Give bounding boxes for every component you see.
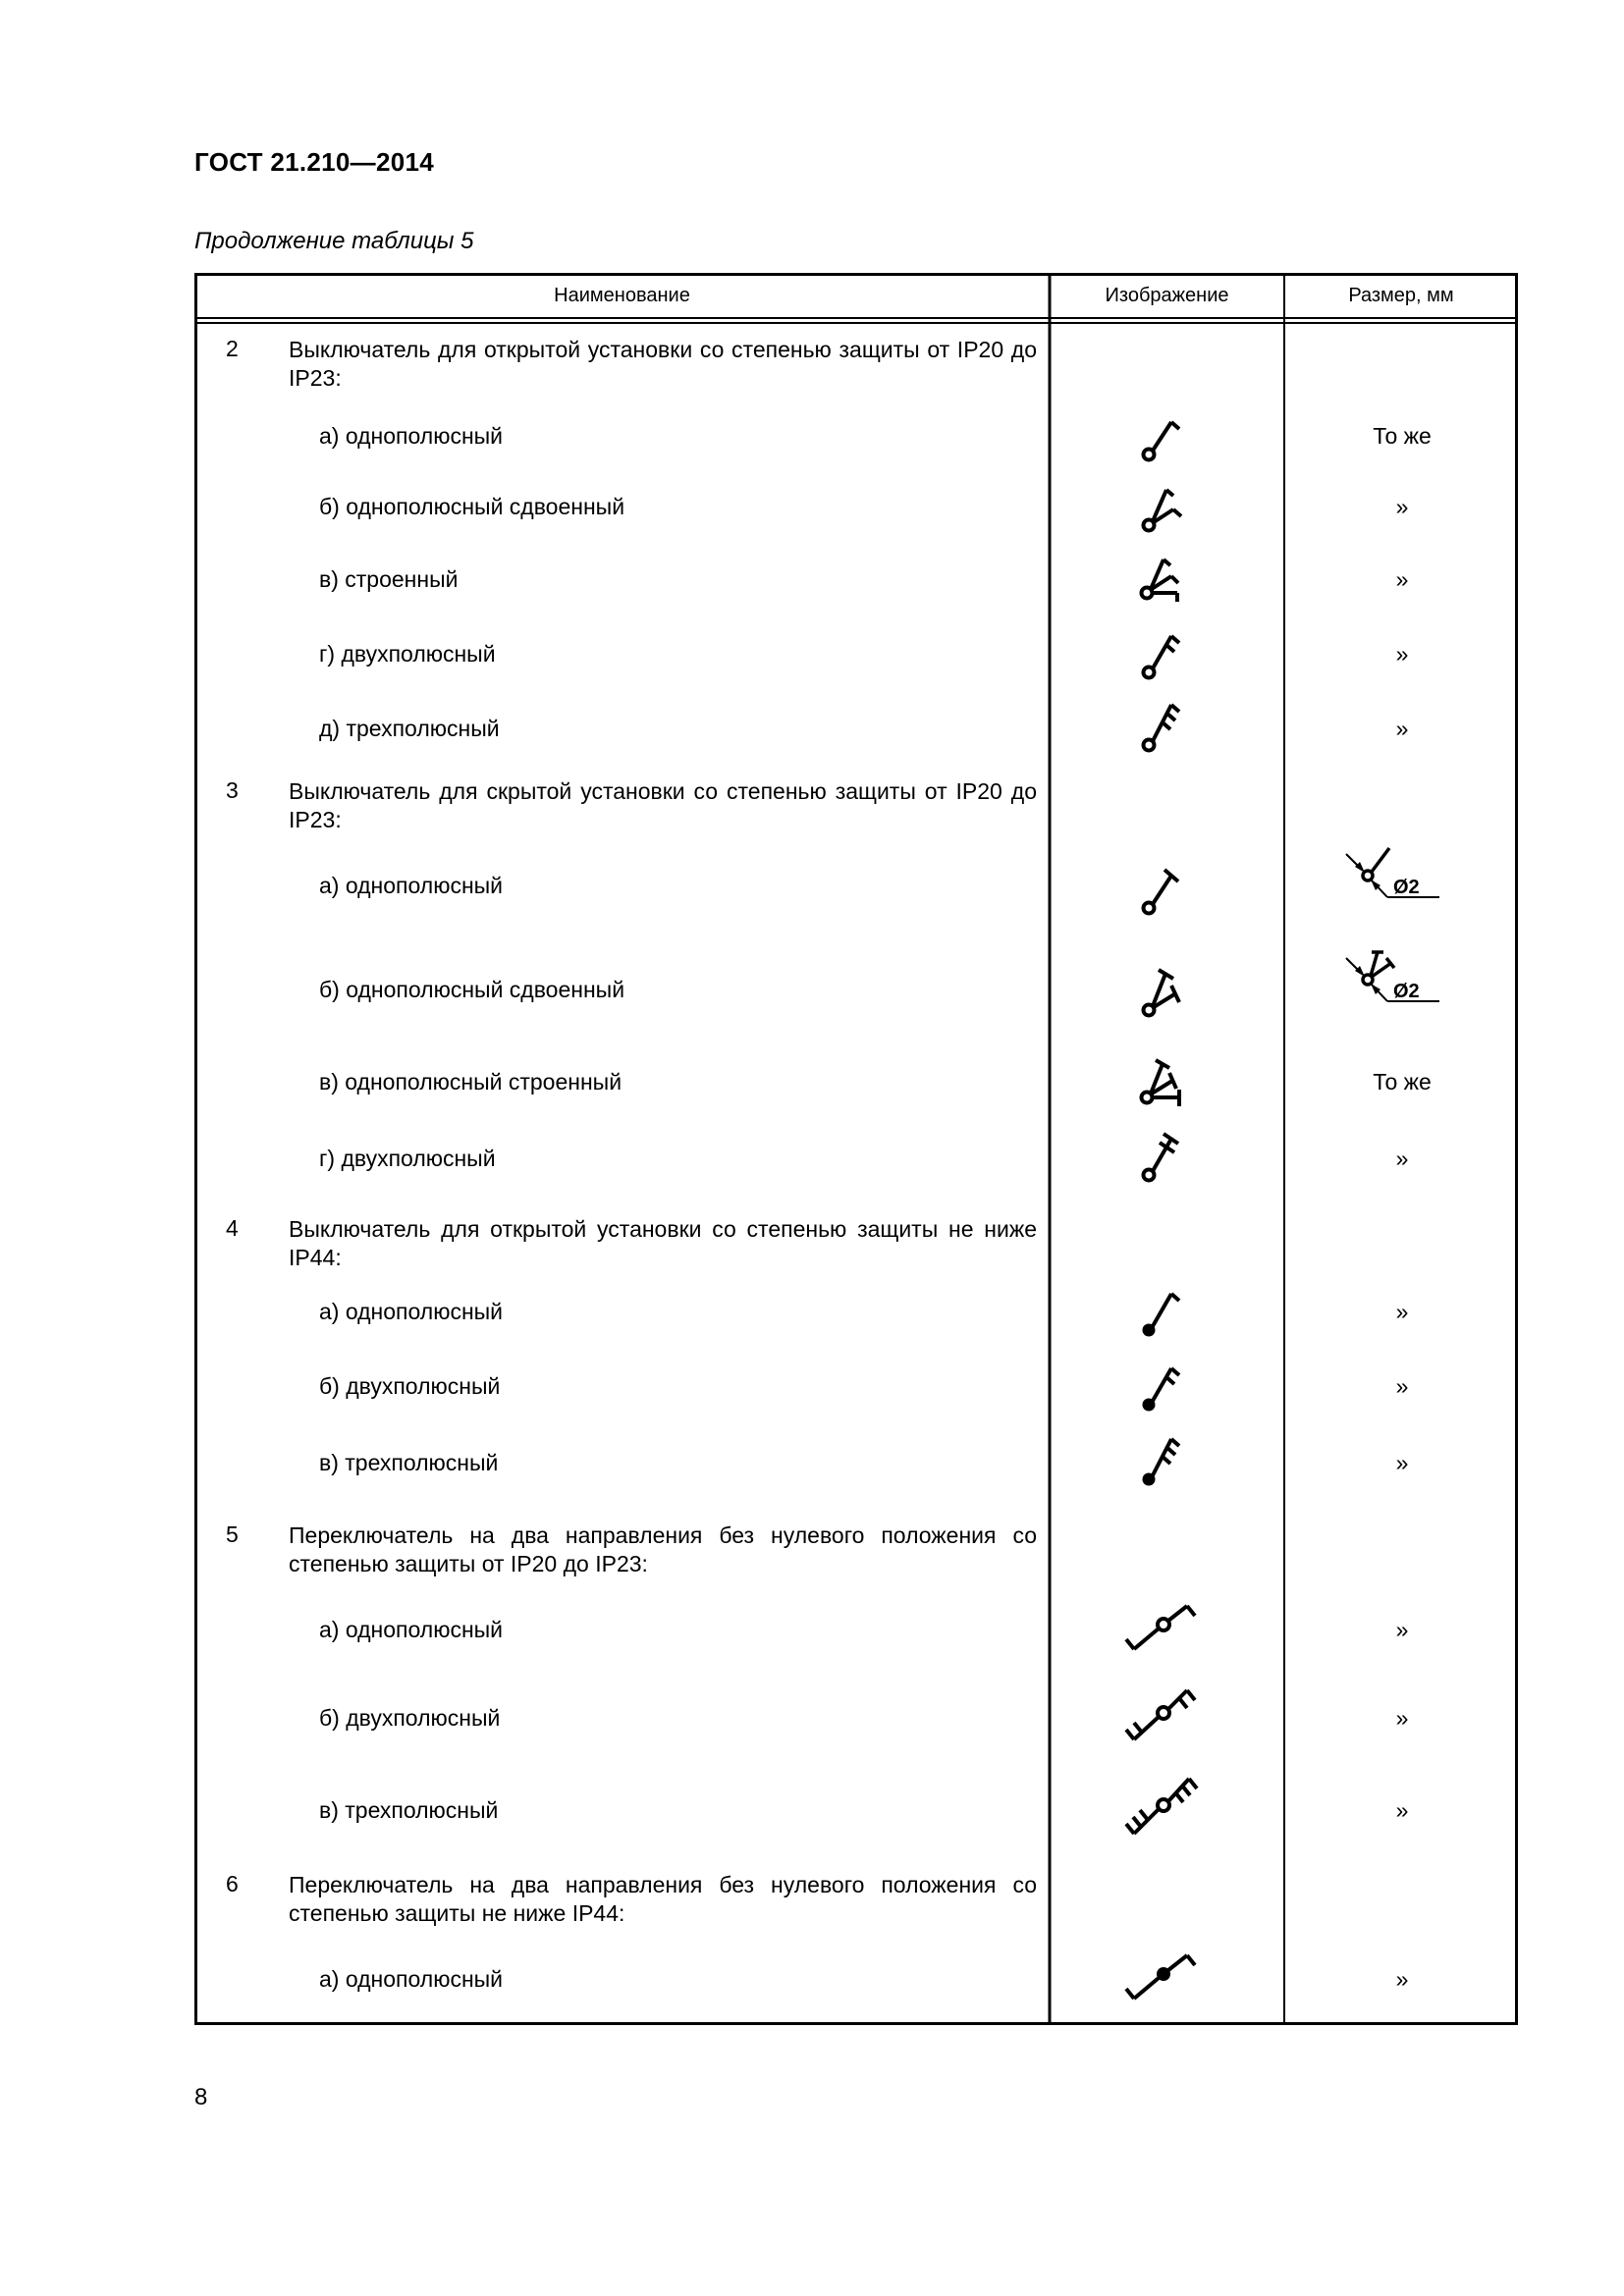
- list-item-label: б) двухполюсный: [319, 1373, 501, 1399]
- list-item-label: а) однополюсный: [319, 423, 504, 449]
- row-title: Выключатель для скрытой установки со степенью защиты от IP20 до IP23:: [289, 778, 1037, 832]
- list-item-label: а) однополюсный: [319, 1966, 504, 1992]
- list-item-label: в) однополюсный строенный: [319, 1069, 623, 1095]
- row-number: 6: [226, 1871, 239, 1896]
- size-value: »: [1395, 1450, 1409, 1475]
- list-item-label: д) трехполюсный: [319, 716, 500, 741]
- open-switch-triple-icon: [1112, 546, 1211, 605]
- list-item-label: б) двухполюсный: [319, 1705, 501, 1731]
- size-value: »: [1395, 641, 1409, 667]
- row-title: Выключатель для открытой установки со степенью защиты не ниже IP44:: [289, 1216, 1037, 1270]
- list-item-label: б) однополюсный сдвоенный: [319, 494, 625, 519]
- open-switch-three-pole-icon: [1112, 695, 1211, 754]
- size-value: »: [1395, 1299, 1409, 1324]
- list-item-label: б) однополюсный сдвоенный: [319, 977, 625, 1002]
- protected-changeover-switch-single-pole-icon: [1098, 1942, 1225, 2010]
- row-number: 4: [226, 1215, 239, 1241]
- size-value: »: [1395, 1966, 1409, 1992]
- size-value: »: [1395, 1797, 1409, 1823]
- size-value: »: [1395, 1146, 1409, 1171]
- concealed-switch-two-pole-icon: [1112, 1125, 1211, 1184]
- symbols-table: [194, 273, 1518, 2025]
- dimension-diameter-single-icon: [1338, 842, 1446, 905]
- concealed-switch-single-pole-triple-icon: [1112, 1050, 1211, 1109]
- open-switch-single-pole-double-icon: [1112, 475, 1211, 534]
- protected-switch-two-pole-icon: [1112, 1355, 1211, 1414]
- row-title: Переключатель на два направления без нулевого положения со степенью защиты от IP20 до IP23:: [289, 1522, 1037, 1576]
- table-caption: Продолжение таблицы 5: [194, 228, 474, 254]
- size-value: »: [1395, 1617, 1409, 1642]
- row-number: 5: [226, 1522, 239, 1547]
- dimension-diameter-double-icon: [1338, 946, 1446, 1009]
- column-header-image: Изображение: [1105, 285, 1229, 306]
- size-value: »: [1395, 494, 1409, 519]
- column-header-name: Наименование: [554, 285, 690, 306]
- list-item-label: а) однополюсный: [319, 1299, 504, 1324]
- changeover-switch-three-pole-icon: [1098, 1771, 1225, 1843]
- column-header-size: Размер, мм: [1348, 285, 1454, 306]
- size-value: То же: [1373, 423, 1432, 449]
- concealed-switch-single-pole-double-icon: [1112, 960, 1211, 1019]
- changeover-switch-two-pole-icon: [1098, 1681, 1225, 1749]
- protected-switch-single-pole-icon: [1112, 1280, 1211, 1339]
- size-value: »: [1395, 1705, 1409, 1731]
- concealed-switch-single-pole-icon: [1112, 858, 1211, 917]
- size-value: То же: [1373, 1069, 1432, 1095]
- list-item-label: в) трехполюсный: [319, 1797, 499, 1823]
- list-item-label: г) двухполюсный: [319, 641, 496, 667]
- protected-switch-three-pole-icon: [1112, 1429, 1211, 1488]
- list-item-label: г) двухполюсный: [319, 1146, 496, 1171]
- changeover-switch-single-pole-icon: [1098, 1592, 1225, 1661]
- list-item-label: в) строенный: [319, 566, 459, 592]
- list-item-label: а) однополюсный: [319, 1617, 504, 1642]
- open-switch-single-pole-icon: [1112, 404, 1211, 463]
- size-label: Ø2: [1393, 981, 1420, 1002]
- row-number: 3: [226, 777, 239, 803]
- row-number: 2: [226, 336, 239, 361]
- list-item-label: в) трехполюсный: [319, 1450, 499, 1475]
- list-item-label: а) однополюсный: [319, 873, 504, 898]
- document-code: ГОСТ 21.210—2014: [194, 147, 435, 177]
- row-title: Выключатель для открытой установки со степенью защиты от IP20 до IP23:: [289, 337, 1037, 391]
- size-value: »: [1395, 566, 1409, 592]
- row-title: Переключатель на два направления без нулевого положения со степенью защиты не ниже IP44:: [289, 1872, 1037, 1926]
- size-value: »: [1395, 1373, 1409, 1399]
- page-number: 8: [194, 2084, 208, 2110]
- size-value: »: [1395, 716, 1409, 741]
- size-label: Ø2: [1393, 877, 1420, 898]
- open-switch-two-pole-icon: [1112, 622, 1211, 681]
